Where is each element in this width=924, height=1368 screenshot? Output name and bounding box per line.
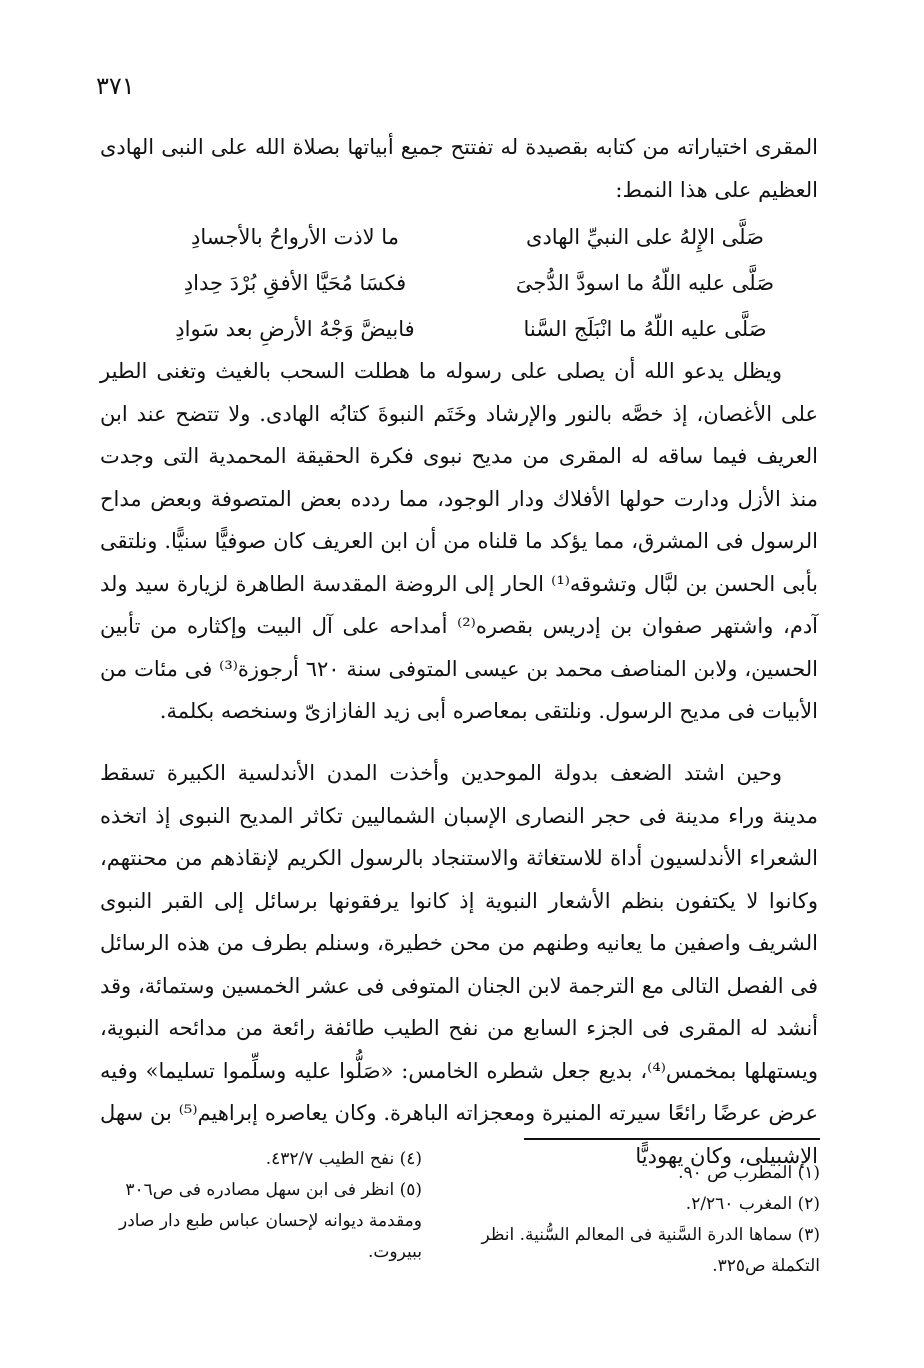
footnote-2: (٢) المغرب ٢/٢٦٠. bbox=[685, 1194, 820, 1214]
body-paragraph-1 bbox=[100, 350, 818, 733]
poem-verse bbox=[120, 214, 820, 260]
footnote-3: (٣) سماها الدرة السَّنية فى المعالم السُّنية. انظر التكملة ص٣٢٥. bbox=[481, 1225, 820, 1276]
footnotes-left-column bbox=[70, 1144, 422, 1268]
poem-hemistich-first: صَلَّى عليه اللّهُ ما اسودَّ الدُّجىَ bbox=[515, 271, 775, 295]
paragraph-text: وحين اشتد الضعف بدولة الموحدين وأخذت المدن الأندلسية الكبيرة تسقط مدينة وراء مدينة فى حجر النصارى الإسبان الشماليين تكاثر المديح النبوى إذ اتخذه الشعراء الأندلسيون أداة للاستغاثة والاستنجاد بالرسول الكريم لإنقاذهم من محنتهم، وكانوا لا يكتفون بنظم الأشعار النبوية إذ كانوا يرفقونها برسائل إلى القبر النبوى الشريف واصفين ما يعانيه وطنهم من محن خطيرة، وسنلم بطرف من هذه الرسائل فى الفصل التالى مع الترجمة لابن الجنان المتوفى فى عشر الخمسين وستمائة، وقد أنشد له المقرى فى الجزء السابع من نفح الطيب طائفة رائعة من مدائحه النبوية، ويستهلها بمخمس⁽⁴⁾، بديع جعل شطره الخامس: «صَلُّوا عليه وسلِّموا تسليما» وفيه عرض عرضًا رائعًا سيرته المنيرة ومعجزاته الباهرة. وكان يعاصره إبراهيم⁽⁵⁾ بن سهل الإشبيلى، وكان يهوديًّا bbox=[100, 761, 818, 1168]
footnote-1: (١) المطرب ص ٩٠. bbox=[678, 1163, 820, 1183]
poem-hemistich-second: ما لاذت الأرواحُ بالأجسادِ bbox=[191, 225, 399, 249]
footnotes-right-column bbox=[470, 1158, 820, 1282]
footnote-5: (٥) انظر فى ابن سهل مصادره فى ص٣٠٦ ومقدمة ديوانه لإحسان عباس طبع دار صادر ببيروت. bbox=[119, 1180, 422, 1262]
page-number: ٣٧١ bbox=[96, 72, 135, 100]
poem-verse bbox=[120, 260, 820, 306]
poem-hemistich-second: فابيضَّ وَجْهُ الأرضِ بعد سَوادِ bbox=[175, 317, 415, 341]
intro-paragraph: المقرى اختياراته من كتابه بقصيدة له تفتتح جميع أبياتها بصلاة الله على النبى الهادى العظيم على هذا النمط: bbox=[100, 135, 818, 202]
poem-hemistich-second: فكسَا مُحَيَّا الأفقِ بُرْدَ حِدادِ bbox=[183, 271, 407, 295]
poem bbox=[120, 214, 820, 352]
paragraph-text: ويظل يدعو الله أن يصلى على رسوله ما هطلت السحب بالغيث وتغنى الطير على الأغصان، إذ خصَّه بالنور والإرشاد وخَتَم النبوةَ كتابُه الهادى. ولا تتضح عند ابن العريف فيما ساقه له المقرى من مديح نبوى فكرة الحقيقة المحمدية التى وجدت منذ الأزل ودارت حولها الأفلاك ودار الوجود، مما ردده بعض المتصوفة وبعض مداح الرسول فى المشرق، مما يؤكد ما قلناه من أن ابن العريف كان صوفيًّا سنيًّا. ونلتقى بأبى الحسن بن لبَّال وتشوقه⁽¹⁾ الحار إلى الروضة المقدسة الطاهرة لزيارة سيد ولد آدم، واشتهر صفوان بن إدريس بقصره⁽²⁾ أمداحه على آل البيت وإكثاره من تأبين الحسين، ولابن المناصف محمد بن عيسى المتوفى سنة ٦٢٠ أرجوزة⁽³⁾ فى مئات من الأبيات فى مديح الرسول. ونلتقى بمعاصره أبى زيد الفازازىّ وسنخصه بكلمة. bbox=[100, 359, 819, 723]
poem-hemistich-first: صَلَّى الإِلهُ على النبيِّ الهادى bbox=[526, 225, 764, 249]
body-paragraph-2 bbox=[100, 752, 818, 1177]
footnote-divider bbox=[524, 1138, 820, 1140]
poem-verse bbox=[120, 306, 820, 352]
footnote-4: (٤) نفح الطيب ٤٣٢/٧. bbox=[265, 1149, 422, 1169]
poem-hemistich-first: صَلَّى عليه اللّهُ ما انْبَلَج السَّنا bbox=[523, 317, 767, 341]
